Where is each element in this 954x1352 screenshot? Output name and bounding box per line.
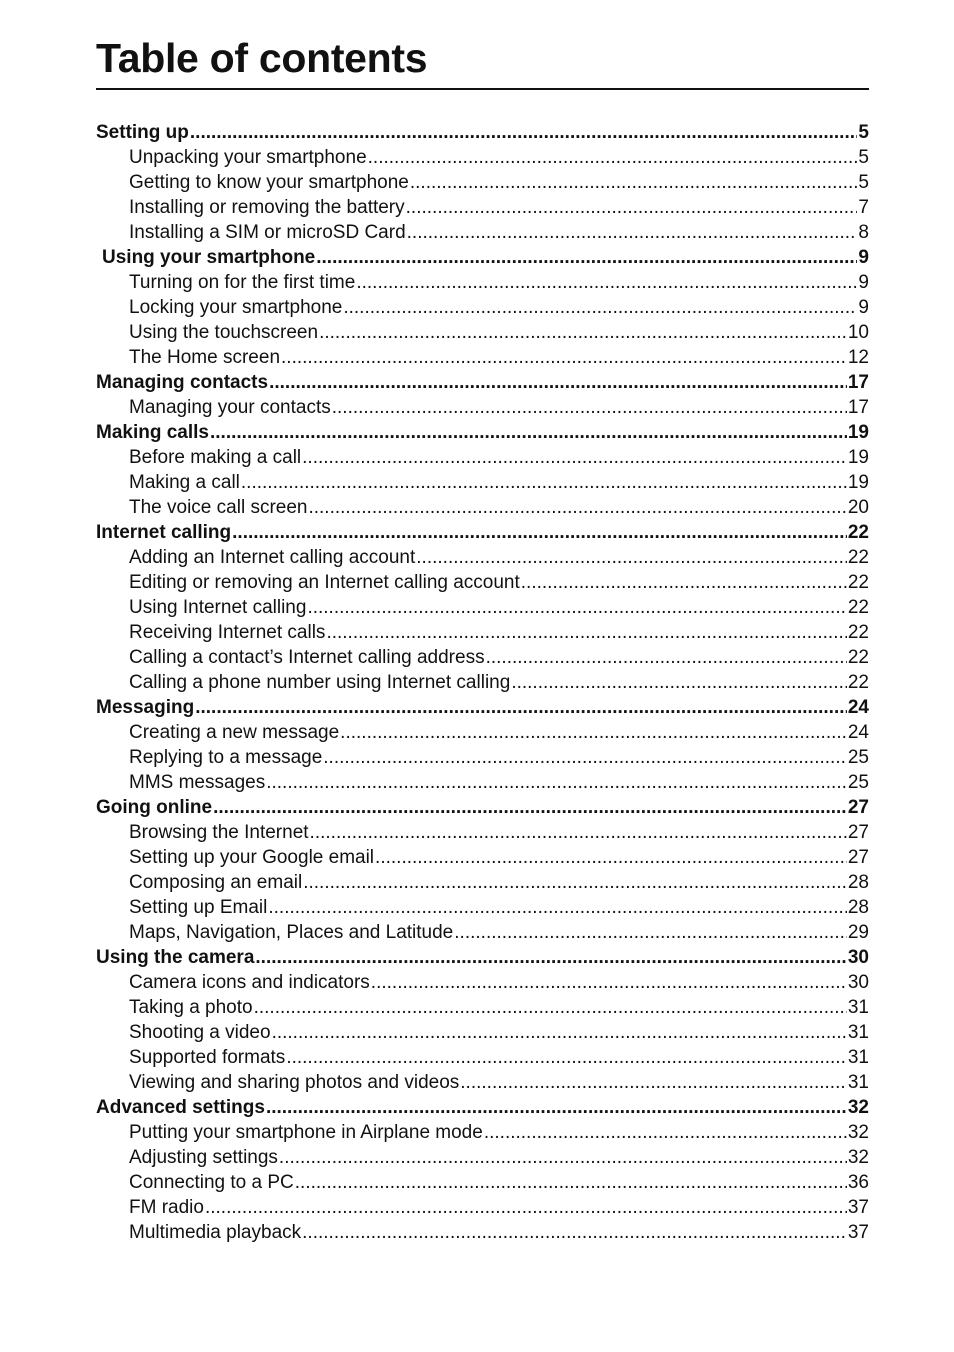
dot-leader (279, 1145, 847, 1170)
toc-subsection-entry[interactable] (96, 570, 869, 595)
dot-leader (303, 870, 847, 895)
toc-entry-page-number: 29 (847, 922, 869, 943)
dot-leader (407, 220, 858, 245)
dot-leader (340, 720, 847, 745)
toc-entry-page-number: 36 (847, 1172, 869, 1193)
dot-leader (371, 970, 847, 995)
toc-entry-page-number: 10 (847, 322, 869, 343)
dot-leader (486, 645, 847, 670)
toc-subsection-entry[interactable] (96, 770, 869, 795)
toc-entry-label: Creating a new message (129, 722, 340, 743)
toc-subsection-entry[interactable] (96, 470, 869, 495)
toc-subsection-entry[interactable] (96, 820, 869, 845)
dot-leader (326, 620, 846, 645)
toc-subsection-entry[interactable] (96, 170, 869, 195)
dot-leader (323, 745, 847, 770)
toc-entry-label: Advanced settings (96, 1097, 265, 1118)
toc-entry-label: The Home screen (129, 347, 281, 368)
toc-entry-label: Replying to a message (129, 747, 323, 768)
toc-entry-page-number: 32 (847, 1097, 869, 1118)
toc-entry-page-number: 27 (847, 822, 869, 843)
toc-entry-page-number: 5 (858, 147, 869, 168)
toc-entry-label: Supported formats (129, 1047, 286, 1068)
toc-entry-label: Using the camera (96, 947, 255, 968)
toc-section-entry[interactable] (96, 420, 869, 445)
toc-subsection-entry[interactable] (96, 920, 869, 945)
title-divider (96, 88, 869, 90)
toc-subsection-entry[interactable] (96, 895, 869, 920)
dot-leader (416, 545, 847, 570)
dot-leader (266, 1095, 847, 1120)
toc-subsection-entry[interactable] (96, 395, 869, 420)
toc-entry-page-number: 7 (858, 197, 869, 218)
toc-section-entry[interactable] (96, 120, 869, 145)
toc-entry-label: Taking a photo (129, 997, 253, 1018)
toc-section-entry[interactable] (96, 245, 869, 270)
toc-subsection-entry[interactable] (96, 1120, 869, 1145)
toc-entry-page-number: 17 (847, 397, 869, 418)
toc-section-entry[interactable] (96, 695, 869, 720)
dot-leader (232, 520, 847, 545)
dot-leader (316, 245, 857, 270)
toc-entry-page-number: 37 (847, 1222, 869, 1243)
dot-leader (410, 170, 858, 195)
toc-entry-page-number: 22 (847, 622, 869, 643)
toc-entry-label: Making a call (129, 472, 240, 493)
toc-subsection-entry[interactable] (96, 220, 869, 245)
dot-leader (460, 1070, 847, 1095)
toc-subsection-entry[interactable] (96, 1045, 869, 1070)
toc-entry-label: Getting to know your smartphone (129, 172, 409, 193)
toc-entry-page-number: 27 (847, 847, 869, 868)
toc-entry-label: FM radio (129, 1197, 204, 1218)
toc-entry-page-number: 31 (847, 1072, 869, 1093)
toc-entry-label: Installing or removing the battery (129, 197, 405, 218)
toc-entry-page-number: 32 (847, 1147, 869, 1168)
toc-entry-page-number: 28 (847, 897, 869, 918)
toc-subsection-entry[interactable] (96, 745, 869, 770)
toc-subsection-entry[interactable] (96, 295, 869, 320)
toc-subsection-entry[interactable] (96, 1170, 869, 1195)
toc-entry-page-number: 8 (858, 222, 869, 243)
toc-entry-page-number: 22 (847, 547, 869, 568)
toc-entry-label: Internet calling (96, 522, 232, 543)
toc-subsection-entry[interactable] (96, 270, 869, 295)
dot-leader (268, 895, 847, 920)
dot-leader (190, 120, 858, 145)
toc-entry-label: Setting up Email (129, 897, 268, 918)
dot-leader (375, 845, 847, 870)
toc-entry-label: Calling a phone number using Internet calling (129, 672, 511, 693)
dot-leader (266, 770, 847, 795)
toc-entry-label: Composing an email (129, 872, 303, 893)
toc-entry-label: Installing a SIM or microSD Card (129, 222, 406, 243)
toc-entry-page-number: 5 (858, 122, 869, 143)
dot-leader (254, 995, 847, 1020)
page-title: Table of contents (96, 35, 428, 81)
toc-subsection-entry[interactable] (96, 320, 869, 345)
toc-subsection-entry[interactable] (96, 445, 869, 470)
toc-entry-label: Locking your smartphone (129, 297, 343, 318)
dot-leader (406, 195, 858, 220)
toc-subsection-entry[interactable] (96, 970, 869, 995)
dot-leader (269, 370, 847, 395)
toc-entry-label: Calling a contact’s Internet calling address (129, 647, 485, 668)
toc-subsection-entry[interactable] (96, 1220, 869, 1245)
toc-entry-label: Using Internet calling (129, 597, 307, 618)
toc-subsection-entry[interactable] (96, 995, 869, 1020)
toc-section-entry[interactable] (96, 1095, 869, 1120)
toc-entry-label: Adjusting settings (129, 1147, 278, 1168)
toc-entry-label: Managing your contacts (129, 397, 331, 418)
dot-leader (521, 570, 847, 595)
dot-leader (454, 920, 847, 945)
toc-entry-page-number: 30 (847, 972, 869, 993)
toc-entry-label: Messaging (96, 697, 195, 718)
toc-entry-label: Managing contacts (96, 372, 269, 393)
toc-entry-label: Using the touchscreen (129, 322, 319, 343)
dot-leader (368, 145, 858, 170)
toc-entry-label: Editing or removing an Internet calling account (129, 572, 520, 593)
toc-subsection-entry[interactable] (96, 495, 869, 520)
dot-leader (255, 945, 846, 970)
dot-leader (310, 820, 847, 845)
toc-subsection-entry[interactable] (96, 1145, 869, 1170)
toc-entry-label: Setting up your Google email (129, 847, 375, 868)
toc-entry-label: Setting up (96, 122, 189, 143)
toc-subsection-entry[interactable] (96, 545, 869, 570)
toc-entry-label: Shooting a video (129, 1022, 271, 1043)
dot-leader (286, 1045, 847, 1070)
toc-entry-label: Turning on for the first time (129, 272, 356, 293)
toc-section-entry[interactable] (96, 520, 869, 545)
dot-leader (307, 595, 846, 620)
dot-leader (302, 1220, 847, 1245)
toc-entry-label: Using your smartphone (102, 247, 316, 268)
dot-leader (213, 795, 847, 820)
toc-entry-page-number: 19 (847, 472, 869, 493)
toc-entry-page-number: 5 (858, 172, 869, 193)
toc-section-entry[interactable] (96, 945, 869, 970)
toc-entry-label: Adding an Internet calling account (129, 547, 416, 568)
toc-entry-page-number: 25 (847, 772, 869, 793)
toc-subsection-entry[interactable] (96, 145, 869, 170)
toc-entry-page-number: 9 (858, 247, 869, 268)
toc-subsection-entry[interactable] (96, 195, 869, 220)
toc-entry-page-number: 22 (847, 522, 869, 543)
table-of-contents (96, 120, 869, 1245)
toc-entry-page-number: 24 (847, 697, 869, 718)
dot-leader (319, 320, 847, 345)
toc-entry-page-number: 32 (847, 1122, 869, 1143)
toc-entry-label: Connecting to a PC (129, 1172, 294, 1193)
toc-entry-page-number: 20 (847, 497, 869, 518)
dot-leader (511, 670, 847, 695)
toc-subsection-entry[interactable] (96, 1020, 869, 1045)
toc-entry-page-number: 17 (847, 372, 869, 393)
toc-entry-label: Going online (96, 797, 213, 818)
toc-entry-label: Browsing the Internet (129, 822, 309, 843)
dot-leader (302, 445, 847, 470)
toc-entry-page-number: 19 (847, 447, 869, 468)
dot-leader (272, 1020, 847, 1045)
toc-entry-page-number: 27 (847, 797, 869, 818)
toc-entry-label: Viewing and sharing photos and videos (129, 1072, 460, 1093)
dot-leader (343, 295, 857, 320)
toc-subsection-entry[interactable] (96, 1195, 869, 1220)
toc-entry-page-number: 24 (847, 722, 869, 743)
toc-subsection-entry[interactable] (96, 620, 869, 645)
toc-subsection-entry[interactable] (96, 845, 869, 870)
toc-entry-page-number: 31 (847, 1047, 869, 1068)
dot-leader (295, 1170, 847, 1195)
dot-leader (241, 470, 847, 495)
toc-entry-page-number: 22 (847, 572, 869, 593)
dot-leader (205, 1195, 847, 1220)
dot-leader (308, 495, 846, 520)
toc-subsection-entry[interactable] (96, 870, 869, 895)
toc-entry-page-number: 25 (847, 747, 869, 768)
toc-entry-label: Before making a call (129, 447, 302, 468)
dot-leader (195, 695, 847, 720)
toc-entry-page-number: 30 (847, 947, 869, 968)
toc-entry-page-number: 19 (847, 422, 869, 443)
toc-entry-page-number: 37 (847, 1197, 869, 1218)
dot-leader (281, 345, 847, 370)
toc-subsection-entry[interactable] (96, 645, 869, 670)
toc-subsection-entry[interactable] (96, 345, 869, 370)
toc-entry-label: Multimedia playback (129, 1222, 302, 1243)
toc-entry-page-number: 12 (847, 347, 869, 368)
toc-entry-label: MMS messages (129, 772, 266, 793)
toc-entry-label: Unpacking your smartphone (129, 147, 367, 168)
toc-entry-page-number: 9 (858, 272, 869, 293)
toc-section-entry[interactable] (96, 370, 869, 395)
toc-entry-label: Camera icons and indicators (129, 972, 370, 993)
toc-subsection-entry[interactable] (96, 670, 869, 695)
toc-entry-label: Making calls (96, 422, 209, 443)
toc-entry-page-number: 31 (847, 997, 869, 1018)
toc-entry-label: Putting your smartphone in Airplane mode (129, 1122, 483, 1143)
toc-entry-page-number: 22 (847, 647, 869, 668)
toc-subsection-entry[interactable] (96, 595, 869, 620)
toc-section-entry[interactable] (96, 795, 869, 820)
toc-entry-page-number: 22 (847, 597, 869, 618)
toc-subsection-entry[interactable] (96, 720, 869, 745)
toc-entry-page-number: 31 (847, 1022, 869, 1043)
toc-entry-page-number: 28 (847, 872, 869, 893)
toc-entry-page-number: 9 (858, 297, 869, 318)
toc-entry-page-number: 22 (847, 672, 869, 693)
toc-entry-label: Receiving Internet calls (129, 622, 326, 643)
toc-entry-label: The voice call screen (129, 497, 308, 518)
dot-leader (210, 420, 847, 445)
dot-leader (332, 395, 847, 420)
toc-entry-label: Maps, Navigation, Places and Latitude (129, 922, 454, 943)
dot-leader (484, 1120, 847, 1145)
toc-subsection-entry[interactable] (96, 1070, 869, 1095)
dot-leader (356, 270, 857, 295)
